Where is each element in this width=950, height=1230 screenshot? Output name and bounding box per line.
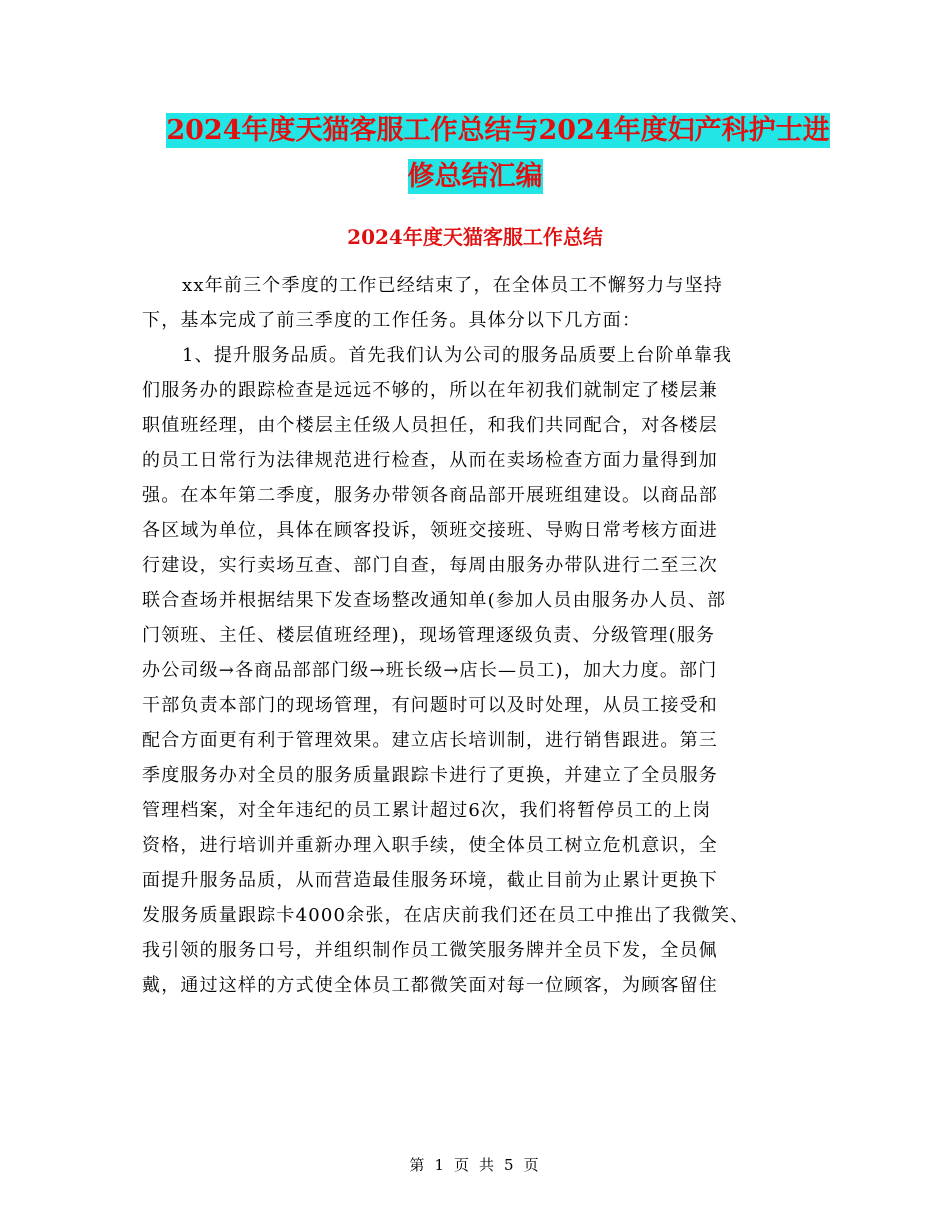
paragraph-line: 行建设，实行卖场互查、部门自查，每周由服务办带队进行二至三次 <box>142 555 718 576</box>
paragraph-line: 门领班、主任、楼层值班经理)，现场管理逐级负责、分级管理(服务 <box>142 625 716 646</box>
paragraph-line: 资格，进行培训并重新办理入职手续，使全体员工树立危机意识，全 <box>142 835 718 856</box>
paragraph-line: 下，基本完成了前三季度的工作任务。具体分以下几方面： <box>142 310 642 331</box>
total-unit: 页 <box>523 1156 541 1174</box>
document-title <box>0 108 950 200</box>
paragraph-line: 的员工日常行为法律规范进行检查，从而在卖场检查方面力量得到加 <box>142 450 718 471</box>
page-unit: 页 <box>453 1156 471 1174</box>
paragraph-line: 干部负责本部门的现场管理，有问题时可以及时处理，从员工接受和 <box>142 695 718 716</box>
total-pages: 5 <box>504 1156 516 1174</box>
paragraph-line: 1、提升服务品质。首先我们认为公司的服务品质要上台阶单靠我 <box>182 345 733 366</box>
paragraph-line: 配合方面更有利于管理效果。建立店长培训制，进行销售跟进。第三 <box>142 730 718 751</box>
page-footer <box>0 1154 950 1175</box>
title-line-1: 2024年度天猫客服工作总结与2024年度妇产科护士进 <box>166 115 830 146</box>
paragraph-line: 管理档案，对全年违纪的员工累计超过6次，我们将暂停员工的上岗 <box>142 800 712 821</box>
paragraph-line: 面提升服务品质，从而营造最佳服务环境，截止目前为止累计更换下 <box>142 870 718 891</box>
paragraph-line: 我引领的服务口号，并组织制作员工微笑服务牌并全员下发，全员佩 <box>142 940 718 961</box>
paragraph-line: 季度服务办对全员的服务质量跟踪卡进行了更换，并建立了全员服务 <box>142 765 718 786</box>
paragraph-line: 戴，通过这样的方式使全体员工都微笑面对每一位顾客，为顾客留住 <box>142 975 718 996</box>
paragraph-line: 各区域为单位，具体在顾客投诉，领班交接班、导购日常考核方面进 <box>142 520 718 541</box>
paragraph-line: 们服务办的跟踪检查是远远不够的，所以在年初我们就制定了楼层兼 <box>142 380 718 401</box>
paragraph-line: 联合查场并根据结果下发查场整改通知单(参加人员由服务办人员、部 <box>142 590 727 611</box>
page-label: 第 <box>409 1156 427 1174</box>
paragraph-line: xx年前三个季度的工作已经结束了，在全体员工不懈努力与坚持 <box>182 275 724 296</box>
paragraph-line: 办公司级→各商品部部门级→班长级→店长—员工)，加大力度。部门 <box>142 660 718 681</box>
paragraph-line: 强。在本年第二季度，服务办带领各商品部开展班组建设。以商品部 <box>142 485 718 506</box>
page-number: 1 <box>434 1156 446 1174</box>
paragraph-line: 发服务质量跟踪卡4000余张，在店庆前我们还在员工中推出了我微笑、 <box>142 905 750 926</box>
body-paragraphs <box>142 268 814 1003</box>
paragraph-line: 职值班经理，由个楼层主任级人员担任，和我们共同配合，对各楼层 <box>142 415 718 436</box>
title-line-2: 修总结汇编 <box>407 161 543 192</box>
total-label: 共 <box>479 1156 497 1174</box>
section-heading: 2024年度天猫客服工作总结 <box>347 225 603 249</box>
